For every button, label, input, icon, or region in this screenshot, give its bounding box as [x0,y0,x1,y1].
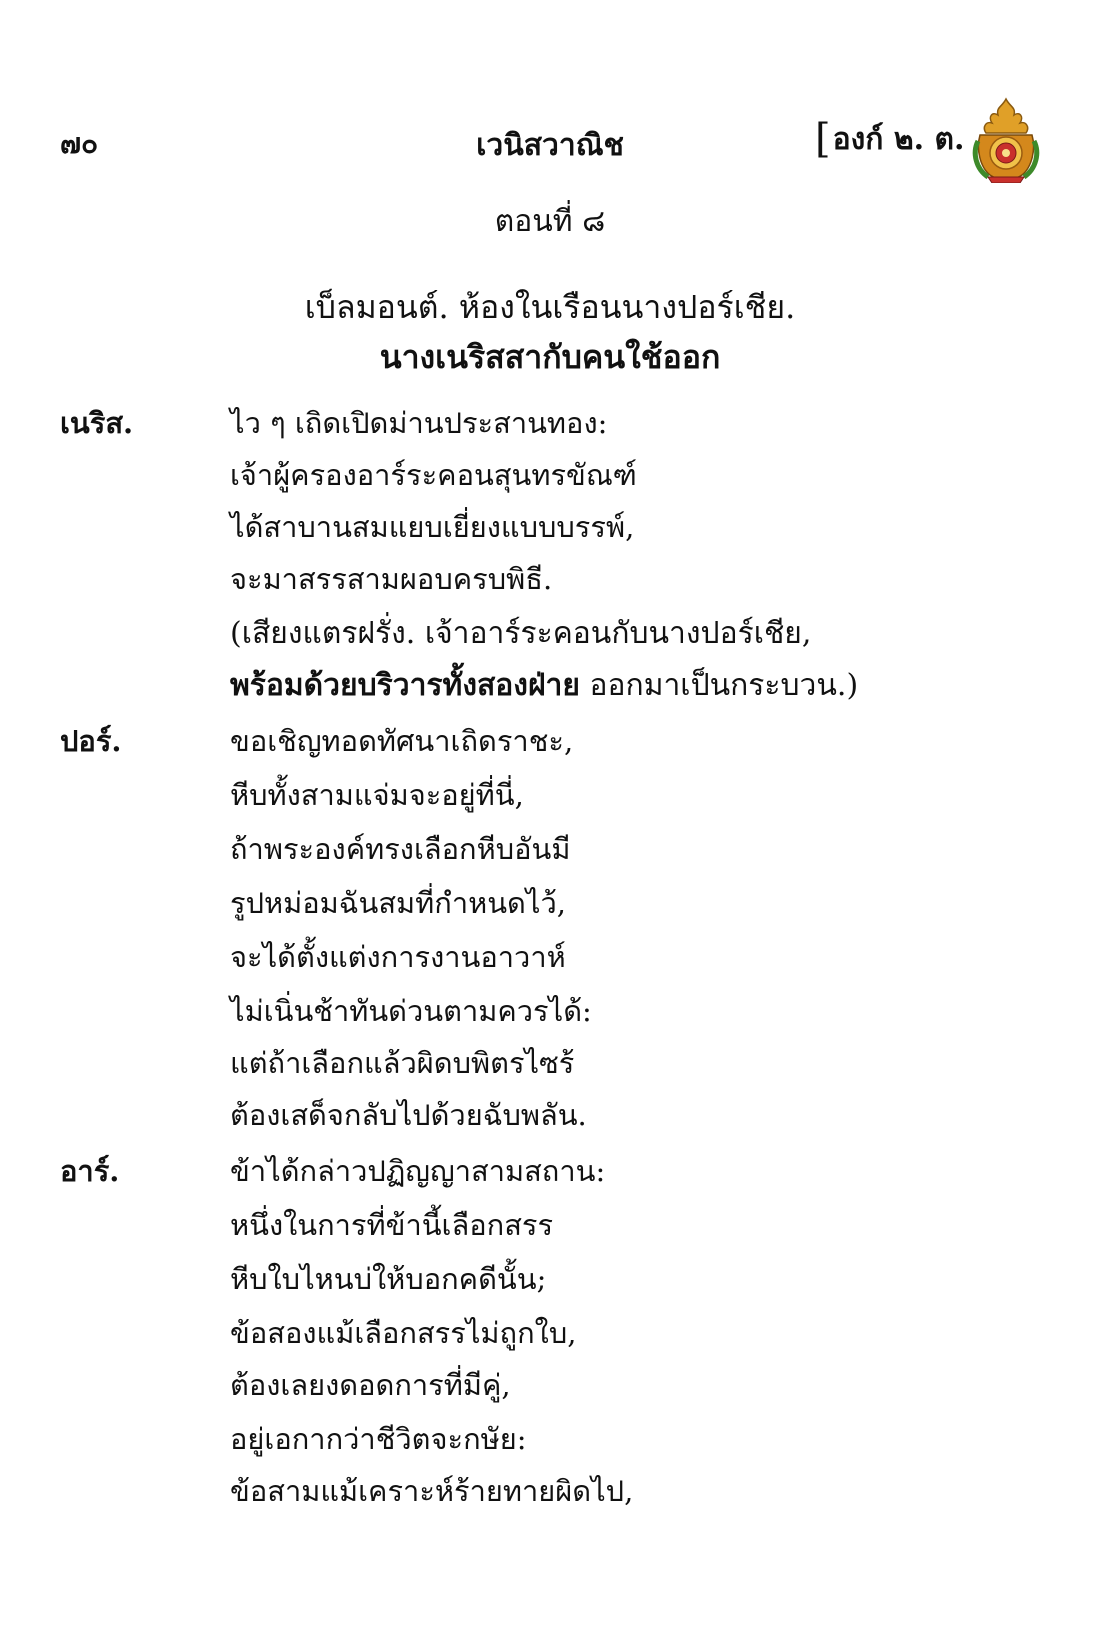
stage-direction: (เสียงแตรฝรั่ง. เจ้าอาร์ระคอนกับนางปอร์เชีย, [230,616,812,651]
bracket-mark: [ [815,116,831,162]
speaker-label: อาร์. [60,1154,120,1188]
stage-direction-rest: ออกมาเป็นกระบวน.) [579,668,859,703]
verse-line: ได้สาบานสมแยบเยี่ยงแบบบรรพ์, [230,510,635,544]
act-reference-text: องก์ ๒. ต. [832,122,965,157]
verse-line: ข้าได้กล่าวปฏิญญาสามสถาน: [230,1154,606,1188]
verse-line: เจ้าผู้ครองอาร์ระคอนสุนทรขัณฑ์ [230,458,637,492]
verse-line: จะมาสรรสามผอบครบพิธี. [230,562,553,596]
verse-line: รูปหม่อมฉันสมที่กำหนดไว้, [230,886,566,920]
speaker-label: เนริส. [60,406,134,440]
scene-title: ตอนที่ ๘ [494,204,606,239]
verse-line: ต้องเลยงดอดการที่มีคู่, [230,1368,511,1402]
page-header [60,116,1040,182]
royal-crest-icon [970,97,1042,183]
verse-line: ไม่เนิ่นช้าทันด่วนตามควรได้: [230,994,592,1028]
running-title: เวนิสวาณิช [476,128,624,163]
verse-line: อยู่เอกากว่าชีวิตจะกษัย: [230,1422,527,1456]
page-number: ๗๐ [60,127,99,160]
verse-line: แต่ถ้าเลือกแล้วผิดบพิตรไซร้ [230,1046,575,1080]
verse-line: ถ้าพระองค์ทรงเลือกหีบอันมี [230,832,571,866]
verse-line: หนึ่งในการที่ข้านี้เลือกสรร [230,1208,554,1242]
stage-direction [230,662,858,709]
verse-line: หีบทั้งสามแจ่มจะอยู่ที่นี่, [230,778,524,812]
verse-line: ข้อสองแม้เลือกสรรไม่ถูกใบ, [230,1316,577,1350]
verse-line: จะได้ตั้งแต่งการงานอาวาห์ [230,940,566,974]
verse-line: ขอเชิญทอดทัศนาเถิดราชะ, [230,724,574,758]
verse-line: ไว ๆ เถิดเปิดม่านประสานทอง: [230,406,608,440]
stage-direction-bold: พร้อมด้วยบริวารทั้งสองฝ่าย [230,668,580,703]
verse-line: ต้องเสด็จกลับไปด้วยฉับพลัน. [230,1098,587,1132]
act-reference [815,116,964,163]
scene-entrance: นางเนริสสากับคนใช้ออก [379,338,721,376]
verse-line: ข้อสามแม้เคราะห์ร้ายทายผิดไป, [230,1474,634,1508]
scene-setting: เบ็ลมอนต์. ห้องในเรือนนางปอร์เชีย. [304,288,796,326]
verse-line: หีบใบไหนบ่ให้บอกคดีนั้น; [230,1262,547,1296]
speaker-label: ปอร์. [60,724,122,758]
